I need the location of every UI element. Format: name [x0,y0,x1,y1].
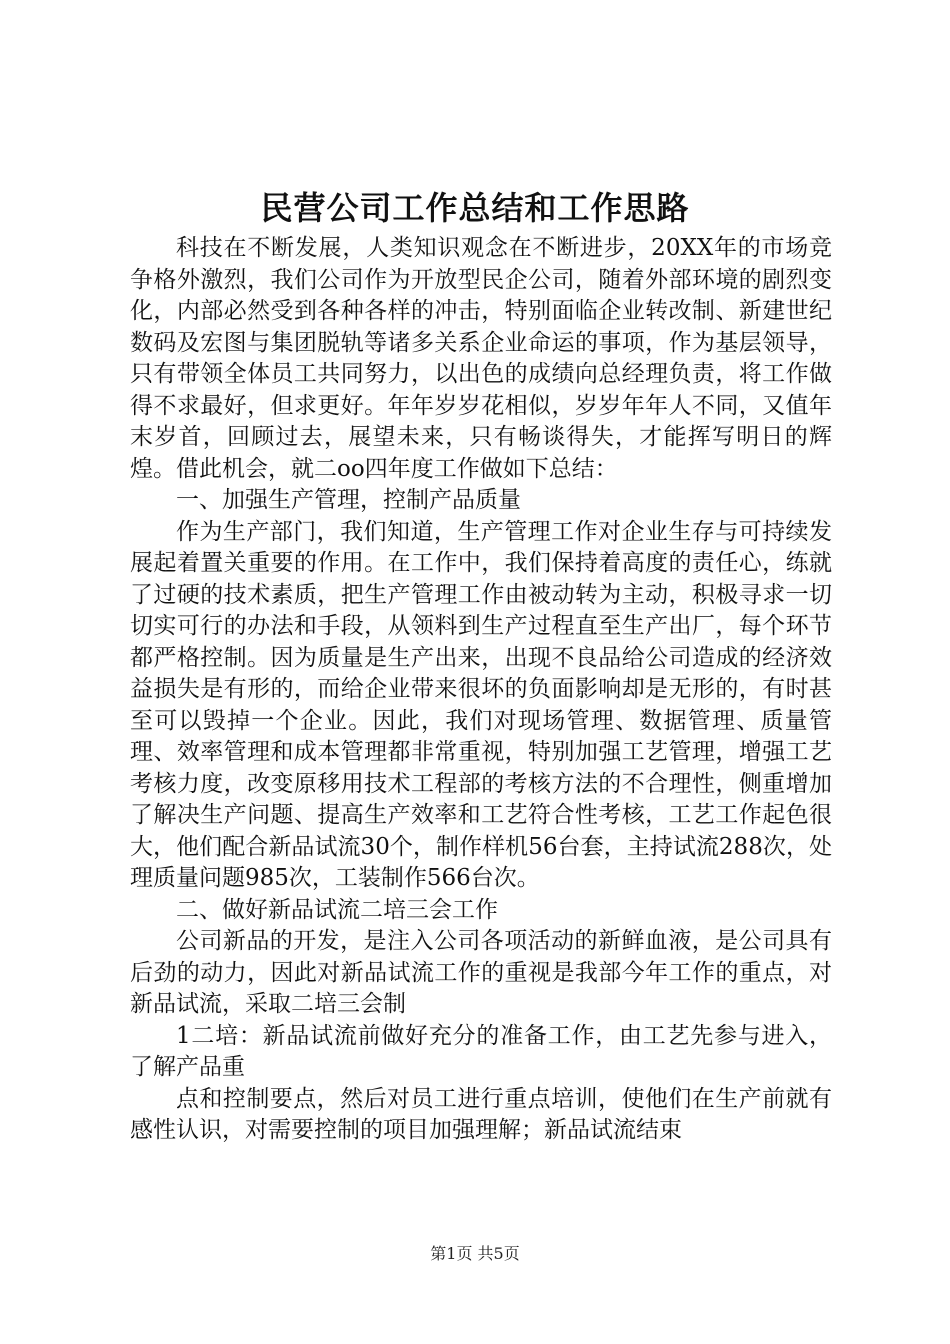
paragraph-key-points: 点和控制要点，然后对员工进行重点培训，使他们在生产前就有感性认识，对需要控制的项目加强理解；新品试流结束 [130,1085,832,1143]
page-number-footer: 第1页 共5页 [430,1244,520,1263]
paragraph-production-management: 作为生产部门，我们知道，生产管理工作对企业生存与可持续发展起着置关重要的作用。在工作中，我们保持着高度的责任心，练就了过硬的技术素质，把生产管理工作由被动转为主动，积极寻求一切切实可行的办法和手段，从领料到生产过程直至生产出厂，每个环节都严格控制。因为质量是生产出来，出现不良品给公司造成的经济效益损失是有形的，而给企业带来很坏的负面影响却是无形的，有时甚至可以毁掉一个企业。因此，我们对现场管理、数据管理、质量管理、效率管理和成本管理都非常重视，特别加强工艺管理，增强工艺考核力度，改变原移用技术工程部的考核方法的不合理性，侧重增加了解决生产问题、提高生产效率和工艺符合性考核，工艺工作起色很大，他们配合新品试流30个，制作样机56台套，主持试流288次，处理质量问题985次，工装制作566台次。 [130,518,832,891]
paragraph-intro: 科技在不断发展，人类知识观念在不断进步，20XX年的市场竞争格外激烈，我们公司作为开放型民企公司，随着外部环境的剧烈变化，内部必然受到各种各样的冲击，特别面临企业转改制、新建世纪数码及宏图与集团脱轨等诸多关系企业命运的事项，作为基层领导，只有带领全体员工共同努力，以出色的成绩向总经理负责，将工作做得不求最好，但求更好。年年岁岁花相似，岁岁年年人不同，又值年末岁首，回顾过去，展望未来，只有畅谈得失，才能挥写明日的辉煌。借此机会，就二oo四年度工作做如下总结： [130,235,832,482]
paragraph-new-product-trial: 公司新品的开发，是注入公司各项活动的新鲜血液，是公司具有后劲的动力，因此对新品试流工作的重视是我部今年工作的重点，对新品试流，采取二培三会制 [130,928,832,1017]
heading-section-2: 二、做好新品试流二培三会工作 [176,896,498,923]
document-title: 民营公司工作总结和工作思路 [260,189,690,227]
document-body [130,233,832,1147]
heading-section-1: 一、加强生产管理，控制产品质量 [176,487,521,513]
paragraph-two-trainings: 1二培：新品试流前做好充分的准备工作，由工艺先参与进入，了解产品重 [130,1022,832,1080]
